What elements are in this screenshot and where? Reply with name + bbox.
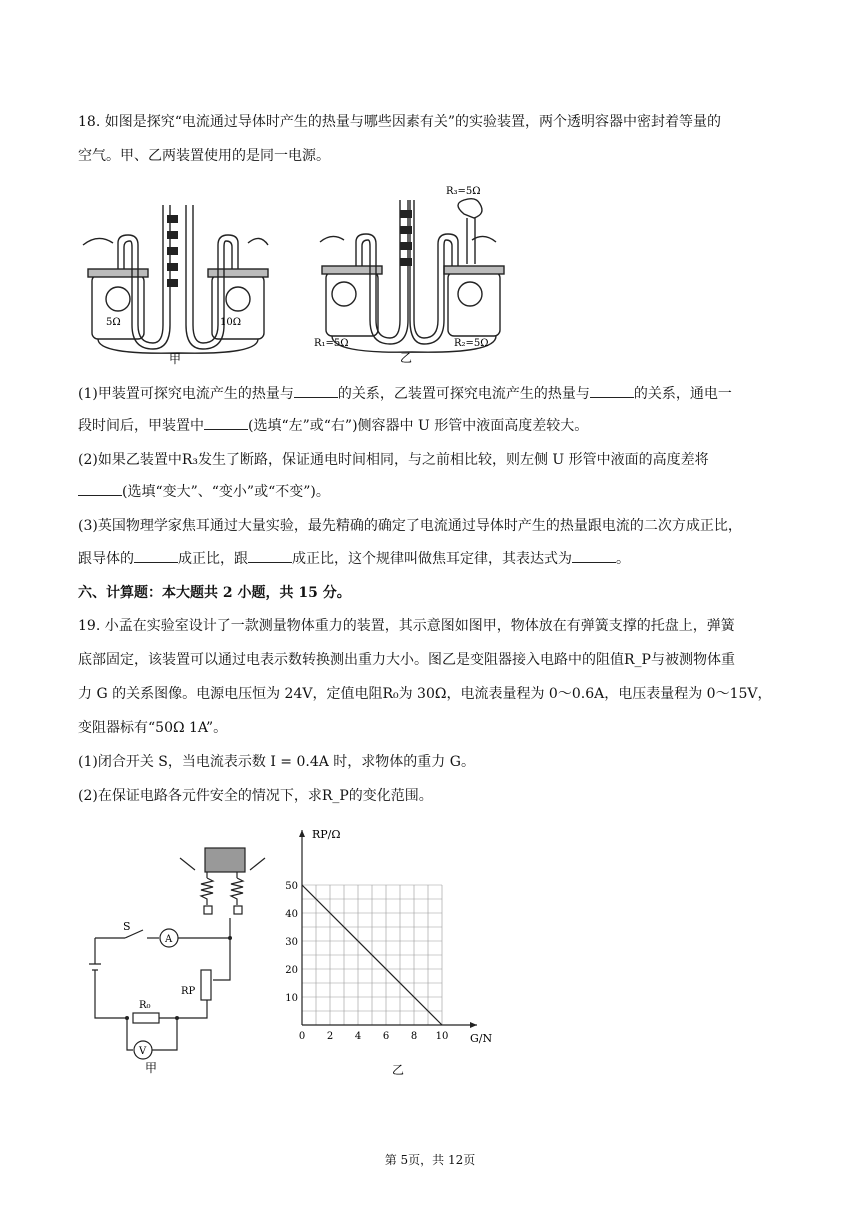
q19-line2: 底部固定，该装置可以通过电表示数转换测出重力大小。图乙是变阻器接入电路中的阻值R_P与被测物体重 <box>78 652 735 668</box>
graph-caption: 乙 <box>392 1063 405 1077</box>
circuit-caption: 甲 <box>145 1061 158 1075</box>
x-axis-arrow <box>470 1022 477 1028</box>
x-tick-label: 0 <box>298 1031 306 1042</box>
x-axis-label: G/N <box>470 1032 493 1045</box>
apparatus-jia-figure <box>78 195 278 370</box>
text: 段时间后，甲装置中 <box>78 418 204 434</box>
answer-blank[interactable] <box>590 384 634 398</box>
x-tick-label: 6 <box>382 1031 390 1042</box>
text: 的关系，通电一 <box>633 386 732 402</box>
q19-line3: 力 G 的关系图像。电源电压恒为 24V，定值电阻R₀为 30Ω，电流表量程为 0～0.6A，电压表量程为 0～15V， <box>78 686 772 702</box>
r0-label: R₀ <box>139 1000 151 1011</box>
yi-r1-label: R₁=5Ω <box>314 338 349 349</box>
y-tick-label: 30 <box>285 937 298 948</box>
answer-blank[interactable] <box>204 416 248 430</box>
apparatus-yi-figure <box>312 180 512 370</box>
answer-blank[interactable] <box>78 482 122 496</box>
y-tick-label: 40 <box>285 909 298 920</box>
rp-g-chart <box>280 818 510 1078</box>
yi-r2-label: R₂=5Ω <box>454 338 489 349</box>
text: (1)甲装置可探究电流产生的热量与 <box>78 386 294 402</box>
q19-line4: 变阻器标有“50Ω 1A”。 <box>78 720 228 736</box>
text: 的关系，乙装置可探究电流产生的热量与 <box>337 386 590 402</box>
q18-p1-line1 <box>78 384 732 404</box>
y-axis-arrow <box>299 830 305 837</box>
yi-r3-label: R₃=5Ω <box>446 186 481 197</box>
jia-r-left: 5Ω <box>106 317 121 328</box>
y-axis-label: RP/Ω <box>312 828 341 841</box>
text: 跟导体的 <box>78 551 134 567</box>
q18-line2: 空气。甲、乙两装置使用的是同一电源。 <box>78 148 330 164</box>
voltmeter-label: V <box>139 1046 147 1057</box>
answer-blank[interactable] <box>294 384 338 398</box>
q19-line1: 19. 小孟在实验室设计了一款测量物体重力的装置，其示意图如图甲，物体放在有弹簧支撑的托盘上，弹簧 <box>78 618 735 634</box>
q18-p3-line1: (3)英国物理学家焦耳通过大量实验，最先精确的确定了电流通过导体时产生的热量跟电流的二次方成正比， <box>78 518 742 534</box>
q18-line1: 18. 如图是探究“电流通过导体时产生的热量与哪些因素有关”的实验装置，两个透明容器中密封着等量的 <box>78 114 722 130</box>
text: 成正比，跟 <box>178 551 248 567</box>
q19-p1: (1)闭合开关 S，当电流表示数 I = 0.4A 时，求物体的重力 G。 <box>78 754 475 770</box>
x-tick-label: 10 <box>435 1031 449 1042</box>
page-footer: 第 5页，共 12页 <box>384 1153 476 1167</box>
text: 成正比，这个规律叫做焦耳定律，其表达式为 <box>292 551 572 567</box>
text: (选填“左”或“右”)侧容器中 U 形管中液面高度差较大。 <box>248 418 589 434</box>
yi-caption: 乙 <box>400 351 413 365</box>
section-heading: 六、计算题：本大题共 2 小题，共 15 分。 <box>78 585 351 601</box>
x-tick-label: 2 <box>326 1031 334 1042</box>
x-tick-label: 8 <box>410 1031 418 1042</box>
text: 。 <box>616 551 630 567</box>
answer-blank[interactable] <box>572 549 616 563</box>
text: (选填“变大”、“变小”或“不变”)。 <box>122 484 330 500</box>
switch-label: S <box>123 920 131 933</box>
q18-p1-line2 <box>78 416 588 436</box>
answer-blank[interactable] <box>248 549 292 563</box>
jia-r-right: 10Ω <box>220 317 242 328</box>
q18-p2-line1: (2)如果乙装置中R₃发生了断路，保证通电时间相同，与之前相比较，则左侧 U 形管中液面的高度差将 <box>78 452 709 468</box>
answer-blank[interactable] <box>134 549 178 563</box>
ammeter-label: A <box>165 934 173 945</box>
jia-caption: 甲 <box>169 352 182 366</box>
y-tick-label: 10 <box>285 993 298 1004</box>
y-tick-label: 50 <box>285 881 298 892</box>
rp-label: RP <box>181 986 196 997</box>
circuit-figure <box>85 840 275 1080</box>
q18-p2-line2 <box>78 482 330 502</box>
q19-p2: (2)在保证电路各元件安全的情况下，求R_P的变化范围。 <box>78 788 433 804</box>
x-tick-label: 4 <box>354 1031 362 1042</box>
y-tick-label: 20 <box>285 965 298 976</box>
q18-p3-line2 <box>78 549 630 569</box>
